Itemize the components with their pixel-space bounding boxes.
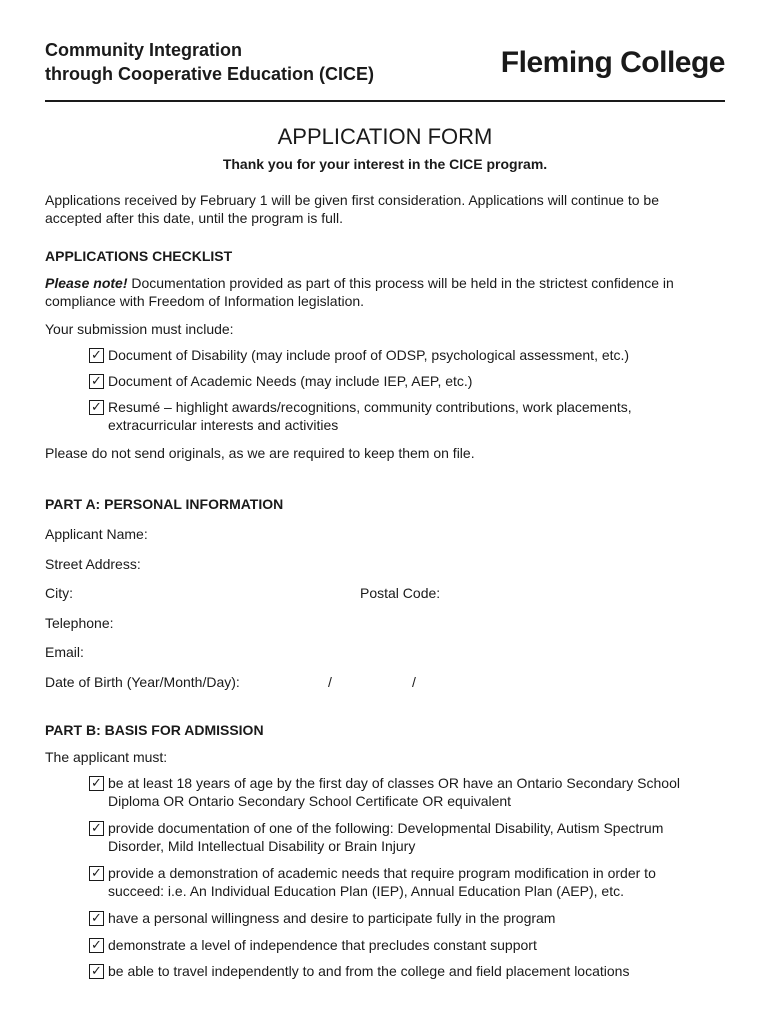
admission-item-label: provide a demonstration of academic needs that require program modification in order to succeed: i.e. An Individual Education Plan (IEP), Annual Education Plan (AEP), etc. [108, 865, 656, 899]
checkbox-checked-icon[interactable]: ✓ [89, 374, 104, 389]
checklist-item-label: Document of Disability (may include proof of ODSP, psychological assessment, etc.) [108, 347, 630, 363]
program-title-line2: through Cooperative Education (CICE) [45, 64, 375, 84]
college-logo-text: Fleming College [500, 46, 725, 79]
dob-separator: / [328, 674, 332, 690]
checklist-item-label: Document of Academic Needs (may include IEP, AEP, etc.) [108, 373, 473, 389]
originals-note: Please do not send originals, as we are required to keep them on file. [45, 445, 475, 461]
note-text: Documentation provided as part of this process will be held in the strictest confidence in compliance with Freedom of Information legislation. [45, 275, 674, 309]
checkbox-checked-icon[interactable]: ✓ [89, 964, 104, 979]
admission-item-label: demonstrate a level of independence that precludes constant support [108, 937, 537, 953]
checkbox-checked-icon[interactable]: ✓ [89, 821, 104, 836]
admission-item[interactable] [89, 864, 689, 900]
telephone-field[interactable]: Telephone: [45, 615, 114, 631]
admission-item[interactable] [89, 909, 689, 927]
admission-item-label: provide documentation of one of the following: Developmental Disability, Autism Spectrum Disorder, Mild Intellectual Disability or Brain Injury [108, 820, 664, 854]
part-a-heading: PART A: PERSONAL INFORMATION [45, 496, 284, 512]
checkbox-checked-icon[interactable]: ✓ [89, 938, 104, 953]
part-b-heading: PART B: BASIS FOR ADMISSION [45, 722, 264, 738]
checkbox-checked-icon[interactable]: ✓ [89, 400, 104, 415]
email-field[interactable]: Email: [45, 644, 84, 660]
admission-item[interactable] [89, 962, 689, 980]
submission-intro: Your submission must include: [45, 321, 234, 337]
city-field[interactable]: City: [45, 585, 73, 601]
checklist-heading: APPLICATIONS CHECKLIST [45, 248, 233, 264]
street-address-field[interactable]: Street Address: [45, 556, 141, 572]
checklist-item-label: Resumé – highlight awards/recognitions, community contributions, work placements, extracurricular interests and activities [108, 399, 632, 433]
admission-item-label: have a personal willingness and desire to participate fully in the program [108, 910, 556, 926]
postal-code-field[interactable]: Postal Code: [360, 585, 441, 601]
form-title: APPLICATION FORM [277, 124, 493, 149]
part-b-intro: The applicant must: [45, 749, 168, 765]
dob-separator: / [412, 674, 416, 690]
admission-item[interactable] [89, 774, 689, 810]
intro-paragraph: Applications received by February 1 will be given first consideration. Applications will continue to be accepted after this date, until the program is full. [45, 192, 659, 226]
admission-item[interactable] [89, 819, 689, 855]
admission-item[interactable] [89, 936, 689, 954]
program-title [45, 38, 374, 86]
admission-item-label: be at least 18 years of age by the first day of classes OR have an Ontario Secondary School Diploma OR Ontario Secondary School Certificate OR equivalent [108, 775, 680, 809]
note-emphasis: Please note! [45, 275, 128, 291]
date-of-birth-field[interactable]: Date of Birth (Year/Month/Day): [45, 674, 240, 690]
applicant-name-field[interactable]: Applicant Name: [45, 526, 148, 542]
checkbox-checked-icon[interactable]: ✓ [89, 776, 104, 791]
checkbox-checked-icon[interactable]: ✓ [89, 348, 104, 363]
checkbox-checked-icon[interactable]: ✓ [89, 866, 104, 881]
checklist-item[interactable] [89, 372, 689, 390]
program-title-line1: Community Integration [45, 40, 242, 60]
checklist-item[interactable] [89, 346, 689, 364]
confidentiality-note [45, 274, 717, 310]
checkbox-checked-icon[interactable]: ✓ [89, 911, 104, 926]
thank-you-line: Thank you for your interest in the CICE program. [222, 156, 548, 172]
checklist-item[interactable] [89, 398, 689, 434]
header-divider [45, 100, 725, 102]
admission-item-label: be able to travel independently to and from the college and field placement locations [108, 963, 630, 979]
